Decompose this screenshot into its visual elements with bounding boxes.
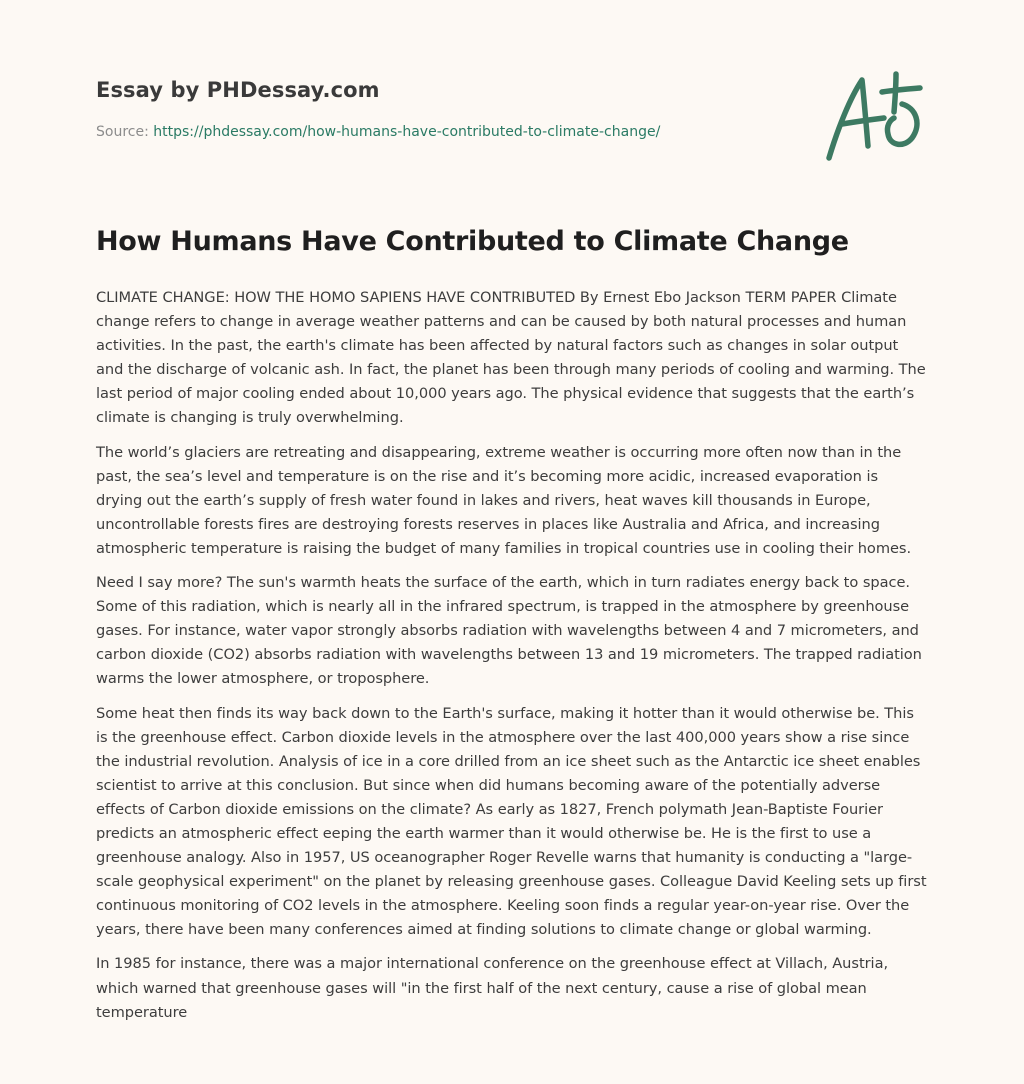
essay-paragraph: Need I say more? The sun's warmth heats the surface of the earth, which in turn radiates energy back to space. Some of this radiation, which is nearly all in the infrared spectrum, is trapped in the atmosphere by greenhouse gases. For instance, water vapor strongly absorbs radiation with wavelengths between 4 and 7 micrometers, and carbon dioxide (CO2) absorbs radiation with wavelengths between 13 and 19 micrometers. The trapped radiation warms the lower atmosphere, or troposphere.: [96, 574, 922, 688]
source-link[interactable]: https://phdessay.com/how-humans-have-contributed-to-climate-change/: [153, 124, 661, 140]
essay-title: How Humans Have Contributed to Climate Change: [96, 226, 849, 257]
essay-paragraph: In 1985 for instance, there was a major international conference on the greenhouse effect at Villach, Austria, which warned that greenhouse gases will "in the first half of the next century, cause a rise of global mean temperature: [96, 955, 889, 1021]
site-brand: Essay by PHDessay.com: [96, 78, 380, 102]
source-label: Source:: [96, 124, 154, 140]
essay-body: [96, 286, 928, 1035]
essay-paragraph: CLIMATE CHANGE: HOW THE HOMO SAPIENS HAVE CONTRIBUTED By Ernest Ebo Jackson TERM PAPER Climate change refers to change in average weather patterns and can be caused by both natural processes and human activities. In the past, the earth's climate has been affected by natural factors such as changes in solar output and the discharge of volcanic ash. In fact, the planet has been through many periods of cooling and warming. The last period of major cooling ended about 10,000 years ago. The physical evidence that suggests that the earth’s climate is changing is truly overwhelming.: [96, 289, 926, 427]
essay-paragraph: The world’s glaciers are retreating and disappearing, extreme weather is occurring more often now than in the past, the sea’s level and temperature is on the rise and it’s becoming more acidic, increased evaporation is drying out the earth’s supply of fresh water found in lakes and rivers, heat waves kill thousands in Europe, uncontrollable forests fires are destroying forests reserves in places like Australia and Africa, and increasing atmospheric temperature is raising the budget of many families in tropical countries use in cooling their homes.: [96, 443, 912, 557]
source-line: [96, 124, 660, 140]
essay-paragraph: Some heat then finds its way back down to the Earth's surface, making it hotter than it would otherwise be. This is the greenhouse effect. Carbon dioxide levels in the atmosphere over the last 400,000 years show a rise since the industrial revolution. Analysis of ice in a core drilled from an ice sheet such as the Antarctic ice sheet enables scientist to arrive at this conclusion. But since when did humans becoming aware of the potentially adverse effects of Carbon dioxide emissions on the climate? As early as 1827, French polymath Jean-Baptiste Fourier predicts an atmospheric effect eeping the earth warmer than it would otherwise be. He is the first to use a greenhouse analogy. Also in 1957, US oceanographer Roger Revelle warns that humanity is conducting a "large-scale geophysical experiment" on the planet by releasing greenhouse gases. Colleague David Keeling sets up first continuous monitoring of CO2 levels in the atmosphere. Keeling soon finds a regular year-on-year rise. Over the years, there have been many conferences aimed at finding solutions to climate change or global warming.: [96, 704, 927, 939]
a-plus-logo-icon: [820, 68, 930, 164]
